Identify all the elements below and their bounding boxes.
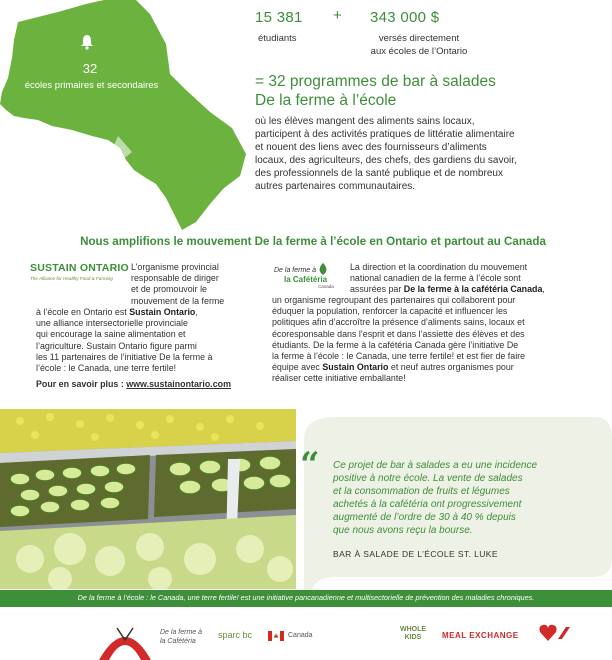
sustain-line: à l’école en Ontario est Sustain Ontario,	[36, 307, 198, 317]
sustain-website-link[interactable]: www.sustainontario.com	[126, 379, 231, 390]
quote-line: positive à notre école. La vente de salades	[333, 473, 523, 484]
ferme-line: national canadien de la ferme à l’école sont	[350, 273, 521, 284]
testimonial-quote	[333, 459, 583, 537]
sustain-line: L’organisme provincial	[131, 262, 219, 272]
ferme-logo-line3: Canada	[318, 284, 334, 289]
intro-line: et nouent des liens avec des fournisseurs d’aliments	[255, 141, 487, 153]
learn-more: Pour en savoir plus : www.sustainontario.com	[36, 379, 231, 390]
partner-sparc: sparc bc	[218, 630, 253, 640]
dollars-number: 343 000 $	[370, 9, 440, 26]
farm-to-school-badge-logo	[95, 618, 155, 660]
ferme-logo-line2: la Cafétéria	[284, 275, 328, 284]
schools-label: écoles primaires et secondaires	[24, 80, 159, 91]
quote-line: Ce projet de bar à salades a eu une incidence	[333, 460, 538, 471]
plus-sign: +	[333, 7, 342, 24]
ferme-line: équipe avec Sustain Ontario et neuf autres organismes pour	[272, 362, 514, 373]
sustain-line: qui encourage la saine alimentation et	[36, 329, 186, 340]
sustain-ontario-logo	[30, 262, 129, 292]
canada-flag-icon	[268, 631, 284, 641]
footer-band-text: De la ferme à l’école : le Canada, une terre fertile! est une initiative pancanadienne et multisectorielle de prévention des maladies chroniques.	[77, 593, 535, 602]
quote-mark-icon: “	[300, 445, 320, 485]
sustain-line: l’école : le Canada, une terre fertile!	[36, 363, 177, 374]
salad-bar-photo	[0, 409, 296, 589]
quote-line: et la consommation de fruits et légumes	[333, 486, 510, 497]
sustain-line: mouvement de la ferme	[131, 295, 225, 306]
sustain-line: responsable de diriger	[131, 273, 219, 284]
quote-source: BAR À SALADE DE L’ÉCOLE ST. LUKE	[333, 549, 498, 559]
students-label: étudiants	[258, 33, 297, 44]
quote-line: augmenté de l’ordre de 30 à 40 % depuis	[333, 512, 516, 523]
intro-line: locaux, des agriculteurs, des chefs, des gardiens du savoir,	[255, 154, 517, 166]
ferme-line: écoresponsable dans l’esprit et dans l’assiette des élèves et des	[272, 328, 525, 339]
ferme-logo-line1: De la ferme à	[274, 267, 317, 274]
partner-meal-exchange: MEAL EXCHANGE	[442, 631, 519, 640]
sustain-line: les 11 partenaires de l’initiative De la ferme à	[36, 351, 213, 362]
sustain-logo-tagline: The Alliance for Healthy Food & Farming	[30, 276, 113, 281]
partner-canada: Canada	[288, 632, 313, 639]
dollars-label-line1: versés directement	[378, 33, 460, 44]
intro-line: des professionnels de la santé publique et de nombreux	[255, 167, 503, 179]
intro-line: autres partenaires communautaires.	[255, 180, 416, 192]
leaf-icon	[316, 262, 330, 276]
partner-whole-kids: WHOLE KIDS	[399, 626, 427, 641]
students-number: 15 381	[255, 9, 303, 26]
ferme-line: la ferme à l’école : le Canada, une terre fertile! et est fier de faire	[272, 351, 526, 362]
ferme-line: étudiants. De la ferme à la cafétéria Canada gère l’initiative De	[272, 339, 519, 350]
ferme-line: La direction et la coordination du mouvement	[350, 262, 528, 272]
section-heading: Nous amplifions le mouvement De la ferme à l’école en Ontario et partout au Canada	[80, 235, 546, 248]
programs-line2: De la ferme à l’école	[255, 92, 397, 109]
partner-ferme-cafeteria: De la ferme à la Cafétéria	[160, 629, 203, 645]
intro-paragraph	[255, 116, 610, 193]
ferme-line: assurées par De la ferme à la cafétéria Canada,	[350, 284, 545, 295]
ferme-line: politiques afin d’accroître la présence d’aliments sains, locaux et	[272, 317, 525, 328]
schools-count: 32	[82, 61, 98, 76]
quote-line: que nous avons reçu la bourse.	[333, 525, 473, 536]
heart-stroke-logo	[538, 623, 572, 643]
ferme-line: éduquer la population, renforcer la capacité et influencer les	[272, 306, 508, 317]
ontario-map	[0, 0, 250, 230]
sustain-line: l’agriculture. Sustain Ontario figure parmi	[36, 340, 197, 351]
intro-line: où les élèves mangent des aliments sains locaux,	[255, 116, 475, 127]
sustain-logo-name: SUSTAIN ONTARIO	[30, 262, 129, 274]
ferme-line: un organisme regroupant des partenaires qui collaborent pour	[272, 295, 516, 305]
dollars-label-line2: aux écoles de l’Ontario	[370, 46, 468, 57]
sustain-line: une alliance intersectorielle provinciale	[36, 318, 188, 329]
farm-to-cafeteria-logo	[268, 262, 356, 290]
programs-line1: = 32 programmes de bar à salades	[255, 73, 496, 90]
intro-line: participent à des activités pratiques de littératie alimentaire	[255, 128, 515, 140]
sustain-line: et de promouvoir le	[131, 284, 207, 295]
school-bell-icon	[80, 34, 94, 50]
ferme-line: réaliser cette initiative emballante!	[272, 373, 406, 384]
quote-line: achetés à la cafétéria ont progressivement	[333, 499, 522, 510]
